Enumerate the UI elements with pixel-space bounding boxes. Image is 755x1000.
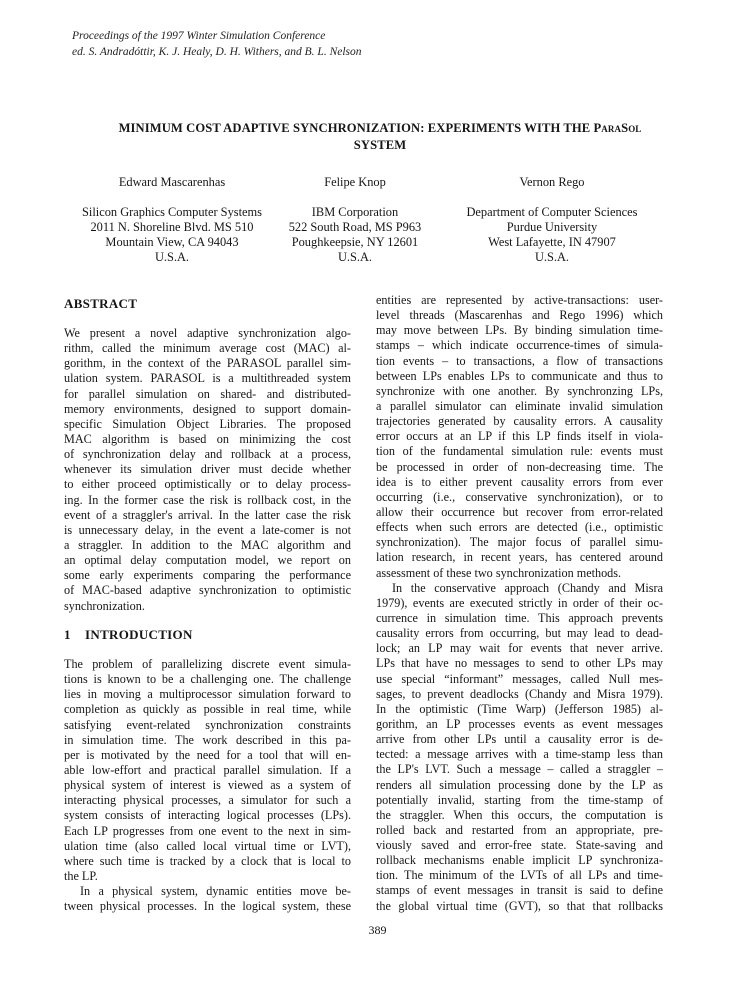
text-line: In the conservative approach (Chandy and Misra	[392, 580, 663, 595]
affiliation-line: 522 South Road, MS P963	[288, 220, 422, 234]
text-line: renders all simulation processing done by the LP as	[376, 777, 663, 792]
text-line: some early experiments comparing the performance	[64, 568, 351, 583]
text-line: tween physical processes. In the logical system, these	[64, 899, 351, 914]
text-line: causality errors from occurring, but may lead to dead-	[376, 626, 663, 641]
section-title: INTRODUCTION	[85, 627, 193, 642]
text-line: tion. The minimum of the LVTs of all LPs and time-	[376, 868, 663, 883]
abstract-heading: ABSTRACT	[64, 296, 138, 311]
text-line: system consists of interacting logical processes (LPs).	[64, 808, 351, 823]
text-line: the LP's LVT. Such a message – called a straggler –	[376, 762, 663, 777]
text-line: lation research, in recent years, has centered around	[376, 550, 663, 565]
text-line: stamps – which indicate occurrence-times of simula-	[376, 338, 663, 353]
affiliation-line: U.S.A.	[534, 250, 570, 264]
text-line: rolled back and restarted from an appropriate, pre-	[376, 822, 663, 837]
section-number: 1	[64, 627, 71, 642]
page-number: 389	[368, 923, 387, 937]
text-line: tion events – to transactions, a flow of transactions	[376, 353, 663, 368]
text-line: ulation system. PARASOL is a multithreaded system	[64, 371, 351, 386]
text-line: error occurs at an LP if this LP finds itself in viola-	[376, 429, 663, 444]
affiliation-line: Silicon Graphics Computer Systems	[82, 205, 262, 219]
introduction-body-left	[64, 657, 351, 914]
text-line: per is motivated by the need for a tool that will en-	[64, 747, 351, 762]
text-line: to either proceed optimistically or to delay process-	[64, 477, 351, 492]
affiliation-line: Poughkeepsie, NY 12601	[291, 235, 419, 249]
editors-line: ed. S. Andradóttir, K. J. Healy, D. H. Withers, and B. L. Nelson	[72, 46, 362, 58]
author-block	[240, 175, 470, 265]
text-line: where such time is tracked by a clock that is local to	[64, 853, 351, 868]
affiliation-line: West Lafayette, IN 47907	[488, 235, 616, 249]
text-line: viously saved and error-free state. State-saving and	[376, 838, 663, 853]
introduction-body-right	[376, 293, 663, 914]
introduction-heading	[64, 627, 351, 657]
right-column-text	[376, 293, 663, 914]
text-line: use special “informant” messages, called Null mes-	[376, 671, 663, 686]
affiliation-line: Department of Computer Sciences	[466, 205, 638, 219]
text-line: In the optimistic (Time Warp) (Jefferson 1985) al-	[376, 701, 663, 716]
text-line: entities are represented by active-transactions: user-	[376, 293, 663, 307]
text-line: lock; an LP may wait for events that never arrive.	[376, 641, 663, 656]
title-main: MINIMUM COST ADAPTIVE SYNCHRONIZATION: EXPERIMENTS WITH THE	[118, 121, 591, 135]
text-line: LPs that have no messages to send to other LPs may	[376, 656, 663, 671]
text-line: synchronize with one another. By synchronzing LPs,	[376, 383, 663, 398]
text-line: gorithm, an LP processes events as event messages	[376, 716, 663, 731]
paper-title	[60, 120, 700, 154]
text-line: trajectories generated by causality errors. A causality	[376, 414, 663, 429]
text-line: tected: a message arrives with a time-stamp less than	[376, 747, 663, 762]
text-line: lies in moving a multiprocessor simulation forward to	[64, 687, 351, 702]
text-line: 1979), events are executed strictly in order of their oc-	[376, 595, 663, 610]
text-line: rithm, called the minimum average cost (MAC) al-	[64, 341, 351, 356]
text-line: tions is known to be a challenging one. The challenge	[64, 672, 351, 687]
text-line: synchronization.	[64, 598, 145, 613]
text-line: idea is to either prevent causality errors from ever	[376, 474, 663, 489]
text-line: Each LP progresses from one event to the next in sim-	[64, 823, 351, 838]
affiliation-line: Mountain View, CA 94043	[105, 235, 239, 249]
text-line: able low-effort and practical parallel simulation. If a	[64, 762, 351, 777]
text-line: stamps of event messages in transit is said to define	[376, 883, 663, 898]
text-line: sages, to prevent deadlocks (Chandy and Misra 1979).	[376, 686, 663, 701]
text-line: physical system of interest is viewed as a system of	[64, 778, 351, 793]
text-line: memory environments, designed to support domain-	[64, 401, 351, 416]
text-line: potentially invalid, starting from the time-stamp of	[376, 792, 663, 807]
text-line: assessment of these two synchronization methods.	[376, 565, 622, 580]
text-line: occurring (i.e., conservative synchronization), or to	[376, 489, 663, 504]
text-line: be processed in order of non-decreasing time. The	[376, 459, 663, 474]
proceedings-header: Proceedings of the 1997 Winter Simulation Conference	[72, 30, 326, 42]
text-line: ing. In the former case the risk is rollback cost, in the	[64, 492, 351, 507]
text-line: The problem of parallelizing discrete event simula-	[64, 657, 351, 671]
affiliation-line: Purdue University	[506, 220, 598, 234]
text-line: In a physical system, dynamic entities move be-	[80, 884, 351, 899]
affiliation-line: U.S.A.	[154, 250, 190, 264]
text-line: is unnecessary delay, in the event a late-comer is not	[64, 522, 351, 537]
text-line: effects when such errors are detected (i.e., optimistic	[376, 520, 663, 535]
title-system-name: ParaSol	[593, 121, 642, 135]
text-line: specific Simulation Object Libraries. The proposed	[64, 416, 351, 431]
text-line: in simulation time. The work described in this pa-	[64, 732, 351, 747]
author-name: Vernon Rego	[519, 175, 585, 189]
text-line: the straggler. When this occurs, the computation is	[376, 807, 663, 822]
author-name: Felipe Knop	[324, 175, 386, 189]
text-line: MAC algorithm is based on minimizing the cost	[64, 431, 351, 446]
text-line: rollback mechanisms enable implicit LP synchroniza-	[376, 853, 663, 868]
affiliation-line: IBM Corporation	[311, 205, 399, 219]
text-line: ulation time (also called local virtual time or LVT),	[64, 838, 351, 853]
text-line: gorithm, in the context of the PARASOL parallel sim-	[64, 356, 351, 371]
text-line: a straggler. In addition to the MAC algorithm and	[64, 537, 351, 552]
text-line: of synchronization delay and rollback at a process,	[64, 447, 351, 462]
text-line: tion of the fundamental simulation rule: events must	[376, 444, 663, 459]
text-line: the LP.	[64, 868, 98, 883]
affiliation-line: U.S.A.	[337, 250, 373, 264]
text-line: a parallel simulator can eliminate invalid simulation	[376, 398, 663, 413]
abstract-body	[64, 326, 351, 614]
text-line: whenever its simulation driver must decide whether	[64, 462, 351, 477]
introduction-section	[64, 627, 351, 914]
text-line: between LPs enables LPs to communicate and thus to	[376, 368, 663, 383]
text-line: may move between LPs. By binding simulation time-	[376, 323, 663, 338]
text-line: of MAC-based adaptive synchronization to optimistic	[64, 583, 351, 598]
text-line: We present a novel adaptive synchronization algo-	[64, 326, 351, 340]
title-line-2: SYSTEM	[353, 138, 407, 152]
title-line-1	[60, 120, 700, 137]
text-line: satisfying event-related synchronization constraints	[64, 717, 351, 732]
author-name: Edward Mascarenhas	[118, 175, 226, 189]
text-line: completion as quickly as possible in real time, while	[64, 702, 351, 717]
text-line: arrive from other LPs until a causality error is de-	[376, 732, 663, 747]
text-line: for parallel simulation on shared- and distributed-	[64, 386, 351, 401]
text-line: level threads (Mascarenhas and Rego 1996) which	[376, 308, 663, 323]
text-line: event of a straggler's arrival. In the latter case the risk	[64, 507, 351, 522]
author-block	[437, 175, 667, 265]
text-line: interacting physical processes, a simulator for such a	[64, 793, 351, 808]
text-line: the global virtual time (GVT), so that that rollbacks	[376, 898, 663, 913]
text-line: currence in simulation time. This approach prevents	[376, 610, 663, 625]
text-line: allow their occurrence but recover from error-related	[376, 504, 663, 519]
text-line: an optimal delay computation model, we report on	[64, 553, 351, 568]
text-line: synchronization). The major focus of parallel simu-	[376, 535, 663, 550]
affiliation-line: 2011 N. Shoreline Blvd. MS 510	[90, 220, 254, 234]
abstract-section	[64, 296, 351, 614]
